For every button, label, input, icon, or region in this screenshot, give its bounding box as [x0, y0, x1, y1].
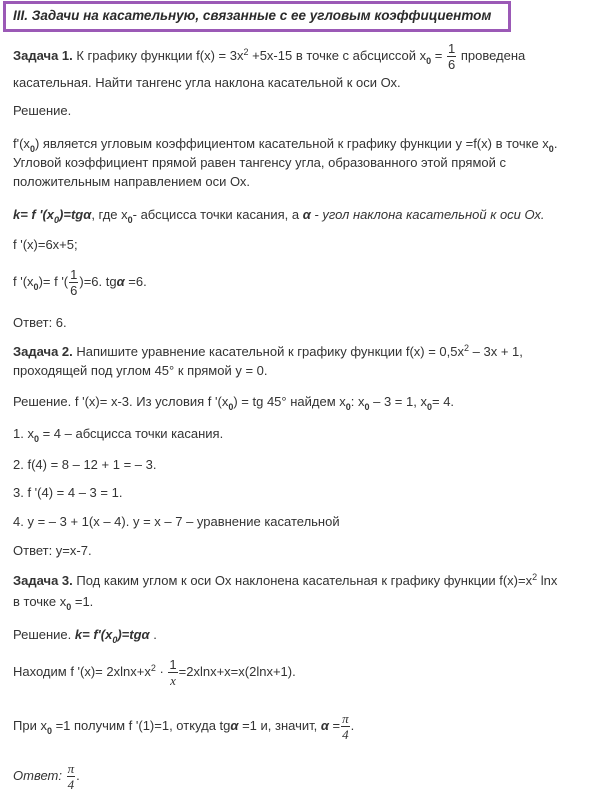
- task3-derivative-line: Находим f '$(x)= 2xlnx+x^2$ · $\frac{1}{x}$ =2xlnx+x=x(2lnx+1).: [13, 657, 296, 688]
- section-title: III. Задачи на касательную, связанные с ее угловым коэффициентом: [3, 1, 511, 32]
- task3-label: Задача 3.: [13, 573, 73, 588]
- task1-derivative: f '(x)=6x+5;: [13, 237, 78, 252]
- fraction-pi-over-four: $\frac{\pi}{4}$: [342, 711, 349, 742]
- task3-answer: Ответ: $\frac{\pi}{4}$ .: [13, 761, 80, 792]
- task2-step1: 1. $x_0 = 4$ – абсцисса точки касания.: [13, 426, 224, 444]
- task2-solution-line: Решение. f '(x)= x-3. Из условия f '$(x_0)$ = tg 45° найдем $x_0$: $x_0 - 3 = 1$, $x_0= 4$.: [13, 394, 455, 412]
- task1-statement-line2: касательная. Найти тангенс угла наклона касательной к оси Ох.: [13, 75, 401, 90]
- task1-explanation-line1: $f'(x_0)$ является угловым коэффициентом касательной к графику функции y =f(x) в точке $x_0$.: [13, 136, 558, 154]
- task2-step2: 2. f(4) = 8 – 12 + 1 = – 3.: [13, 457, 157, 472]
- fraction-pi-over-four: $\frac{\pi}{4}$: [67, 761, 75, 792]
- fraction-one-sixth: $\frac{1}{6}$: [448, 41, 456, 72]
- task3-solution-line: Решение. $k= f'(x_0)=tg\alpha$ .: [13, 627, 157, 645]
- task2-statement-line2: проходящей под углом 45° к прямой y = 0.: [13, 363, 268, 378]
- task1-answer: Ответ: 6.: [13, 315, 67, 330]
- task1-solution-label: Решение.: [13, 103, 72, 118]
- fraction-one-sixth: $\frac{1}{6}$: [70, 267, 78, 298]
- task3-statement-line2: в точке $x_0 =1$.: [13, 594, 94, 612]
- task1-formula-line: k= f '$(x_0)=tg\alpha$, где $x_0-$ абсцисса точки касания, а α - угол наклона касательной к оси Ох.: [13, 207, 545, 225]
- task3-result-line: При $x_0 =1$ получим f '(1)=1, откуда tgα =1 и, значит, α = $\frac{\pi}{4}$ .: [13, 711, 355, 742]
- task1-explanation-line2: Угловой коэффициент прямой равен тангенсу угла, образованного этой прямой с: [13, 155, 506, 170]
- task2-step3: 3. f '(4) = 4 – 3 = 1.: [13, 485, 123, 500]
- task2-step4: 4. y = – 3 + 1(x – 4). y = x – 7 – уравнение касательной: [13, 514, 340, 529]
- task2-statement-line1: Задача 2. Напишите уравнение касательной к графику функции $f(x) = 0,5x^2 - 3x + 1$,: [13, 343, 523, 359]
- task1-label: Задача 1.: [13, 47, 73, 63]
- task2-label: Задача 2.: [13, 344, 73, 359]
- task1-explanation-line3: положительным направлением оси Ох.: [13, 174, 251, 189]
- task3-statement-line1: Задача 3. Под каким углом к оси Ох наклонена касательная к графику функции $f(x)=x^2$ lnx: [13, 572, 558, 588]
- task1-statement-line1: Задача 1. К графику функции $f(x) = 3x^2 +5x-15$ в точке с абсциссой $x_0$ = $\frac{1}{6}$ проведена: [13, 41, 526, 72]
- task2-answer: Ответ: y=x-7.: [13, 543, 92, 558]
- task1-calculation: f '$(x_0)= f$ '( $\frac{1}{6}$ )=6. tgα =6.: [13, 267, 147, 298]
- fraction-one-over-x: $\frac{1}{x}$: [169, 657, 177, 688]
